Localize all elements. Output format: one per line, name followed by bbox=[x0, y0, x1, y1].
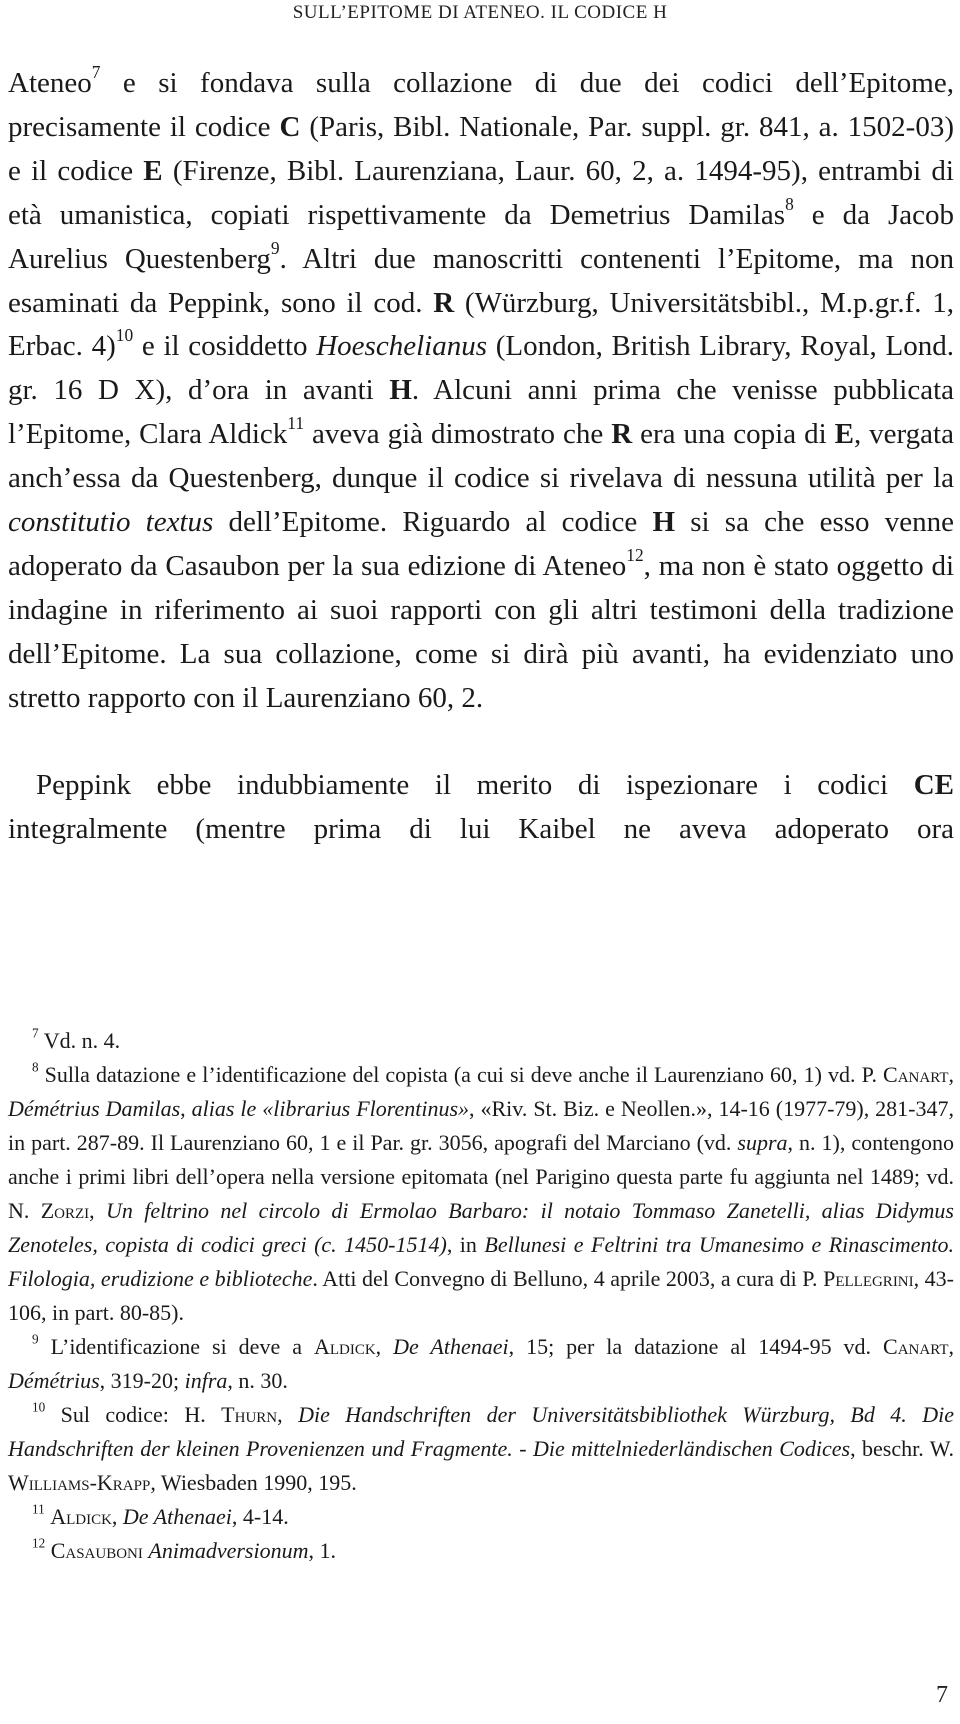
italic-run: Hoeschelianus bbox=[316, 330, 487, 363]
note-ref: 7 bbox=[91, 62, 101, 83]
italic-run: Un feltrino nel circolo di Ermolao Barbaro: il notaio Tommaso Zanetelli, alias Didymus Zenoteles, copista di codici greci (c. 1450-1514) bbox=[8, 1198, 954, 1257]
bold-run: R bbox=[433, 286, 455, 319]
smallcaps-run: Zorzi bbox=[40, 1198, 90, 1223]
smallcaps-run: Canart bbox=[883, 1334, 949, 1359]
footnotes bbox=[8, 1024, 954, 1568]
italic-run: Démétrius bbox=[8, 1368, 100, 1393]
note-ref: 12 bbox=[626, 545, 644, 566]
italic-run: supra bbox=[737, 1130, 788, 1155]
smallcaps-run: Aldick bbox=[50, 1504, 112, 1529]
bold-run: R bbox=[611, 418, 633, 451]
smallcaps-run: Casauboni bbox=[50, 1538, 143, 1563]
paragraph: Peppink ebbe indubbiamente il merito di ispezionare i codici CE integralmente (mentre prima di lui Kaibel ne aveva adoperato ora bbox=[8, 768, 954, 845]
smallcaps-run: Thurn bbox=[221, 1402, 278, 1427]
bold-run: CE bbox=[913, 768, 954, 801]
page-number: 7 bbox=[936, 1682, 948, 1708]
note-ref: 10 bbox=[115, 325, 134, 346]
italic-run: alias le «librarius Florentinus» bbox=[191, 1096, 470, 1121]
bold-run: E bbox=[834, 418, 854, 451]
italic-run: De Athenaei bbox=[122, 1504, 232, 1529]
note-ref: 12 bbox=[32, 1535, 46, 1551]
note-ref: 8 bbox=[785, 193, 794, 214]
body-text bbox=[8, 62, 954, 851]
note-ref: 11 bbox=[287, 413, 305, 434]
smallcaps-run: Canart bbox=[883, 1062, 949, 1087]
note-ref: 9 bbox=[32, 1331, 39, 1347]
note-ref: 11 bbox=[32, 1501, 45, 1517]
bold-run: H bbox=[389, 374, 412, 407]
italic-run: Bellunesi e Feltrini tra Umanesimo e Rinascimento. Filologia, erudizione e biblioteche bbox=[8, 1232, 954, 1291]
bold-run: E bbox=[143, 154, 163, 187]
running-head: SULL’EPITOME DI ATENEO. IL CODICE H bbox=[292, 2, 668, 23]
note-ref: 10 bbox=[32, 1399, 46, 1415]
bold-run: C bbox=[279, 110, 301, 143]
footnote-9: $^9$ L’identificazione si deve a Aldick, De Athenaei, 15; per la datazione al 1494-95 vd. Canart, Démétrius, 319-20; infra, n. 30. bbox=[8, 1331, 954, 1393]
footnote-8: $^8$ Sulla datazione e l’identificazione del copista (a cui si deve anche il Laurenziano 60, 1) vd. P. Canart, Démétrius Damilas, alias le «librarius Florentinus», «Riv. St. Biz. e Neollen.», 14-16 (1977-79), 281-347, in part. 287-89. Il Laurenziano 60, 1 e il Par. gr. 3056, apografi del Marciano (vd. supra, n. 1), contengono anche i primi libri dell’opera nella versione epitomata (nel Parigino questa parte fu aggiunta nel 1489; vd. N. Zorzi, Un feltrino nel circolo di Ermolao Barbaro: il notaio Tommaso Zanetelli, alias Didymus Zenoteles, copista di codici greci (c. 1450-1514), in Bellunesi e Feltrini tra Umanesimo e Rinascimento. Filologia, erudizione e biblioteche. Atti del Convegno di Belluno, 4 aprile 2003, a cura di P. Pellegrini, 43-106, in part. 80-85). bbox=[8, 1059, 955, 1325]
bold-run: H bbox=[652, 506, 676, 539]
italic-run: Démétrius Damilas bbox=[8, 1096, 181, 1121]
italic-run: De Athenaei bbox=[393, 1334, 509, 1359]
italic-run: constitutio textus bbox=[8, 506, 214, 539]
italic-run: Die Handschriften der Universitätsbibliothek Würzburg, Bd 4. Die Handschriften der kleinen Provenienzen und Fragmente. - Die mittelniederländischen Codices bbox=[8, 1402, 954, 1461]
smallcaps-run: Pellegrini bbox=[823, 1266, 914, 1291]
note-ref: 9 bbox=[270, 237, 280, 258]
italic-run: Animadversionum bbox=[148, 1538, 309, 1563]
note-ref: 8 bbox=[32, 1059, 39, 1075]
note-ref: 7 bbox=[32, 1025, 39, 1041]
footnote-12: $^{12}$ Casauboni Animadversionum, 1. bbox=[32, 1535, 336, 1563]
smallcaps-run: Williams-Krapp bbox=[8, 1470, 151, 1495]
footnote-10: $^{10}$ Sul codice: H. Thurn, Die Handschriften der Universitätsbibliothek Würzburg, Bd 4. Die Handschriften der kleinen Provenienzen und Fragmente. - Die mittelniederländischen Codices, beschr. W. Williams-Krapp, Wiesbaden 1990, 195. bbox=[8, 1399, 954, 1495]
footnote-7: $^7$ Vd. n. 4. bbox=[32, 1025, 121, 1053]
smallcaps-run: Aldick bbox=[313, 1334, 376, 1359]
footnote-11: $^{11}$ Aldick, De Athenaei, 4-14. bbox=[32, 1501, 289, 1529]
italic-run: infra bbox=[184, 1368, 228, 1393]
paragraph: Ateneo$^7$ e si fondava sulla collazione di due dei codici dell’Epitome, precisamente il codice C (Paris, Bibl. Nationale, Par. suppl. gr. 841, a. 1502-03) e il codice E (Firenze, Bibl. Laurenziana, Laur. 60, 2, a. 1494-95), entrambi di età umanistica, copiati rispettivamente da Demetrius Damilas$^8$ e da Jacob Aurelius Questenberg$^9$. Altri due manoscritti contenenti l’Epitome, ma non esaminati da Peppink, sono il cod. R (Würzburg, Universitätsbibl., M.p.gr.f. 1, Erbac. 4)$^{10}$ e il cosiddetto Hoeschelianus (London, British Library, Royal, Lond. gr. 16 D X), d’ora in avanti H. Alcuni anni prima che venisse pubblicata l’Epitome, Clara Aldick$^{11}$ aveva già dimostrato che R era una copia di E, vergata anch’essa da Questenberg, dunque il codice si rivelava di nessuna utilità per la constitutio textus dell’Epitome. Riguardo al codice H si sa che esso venne adoperato da Casaubon per la sua edizione di Ateneo$^{12}$, ma non è stato oggetto di indagine in riferimento ai suoi rapporti con gli altri testimoni della tradizione dell’Epitome. La sua collazione, come si dirà più avanti, ha evidenziato uno stretto rapporto con il Laurenziano 60, 2. bbox=[8, 62, 955, 714]
